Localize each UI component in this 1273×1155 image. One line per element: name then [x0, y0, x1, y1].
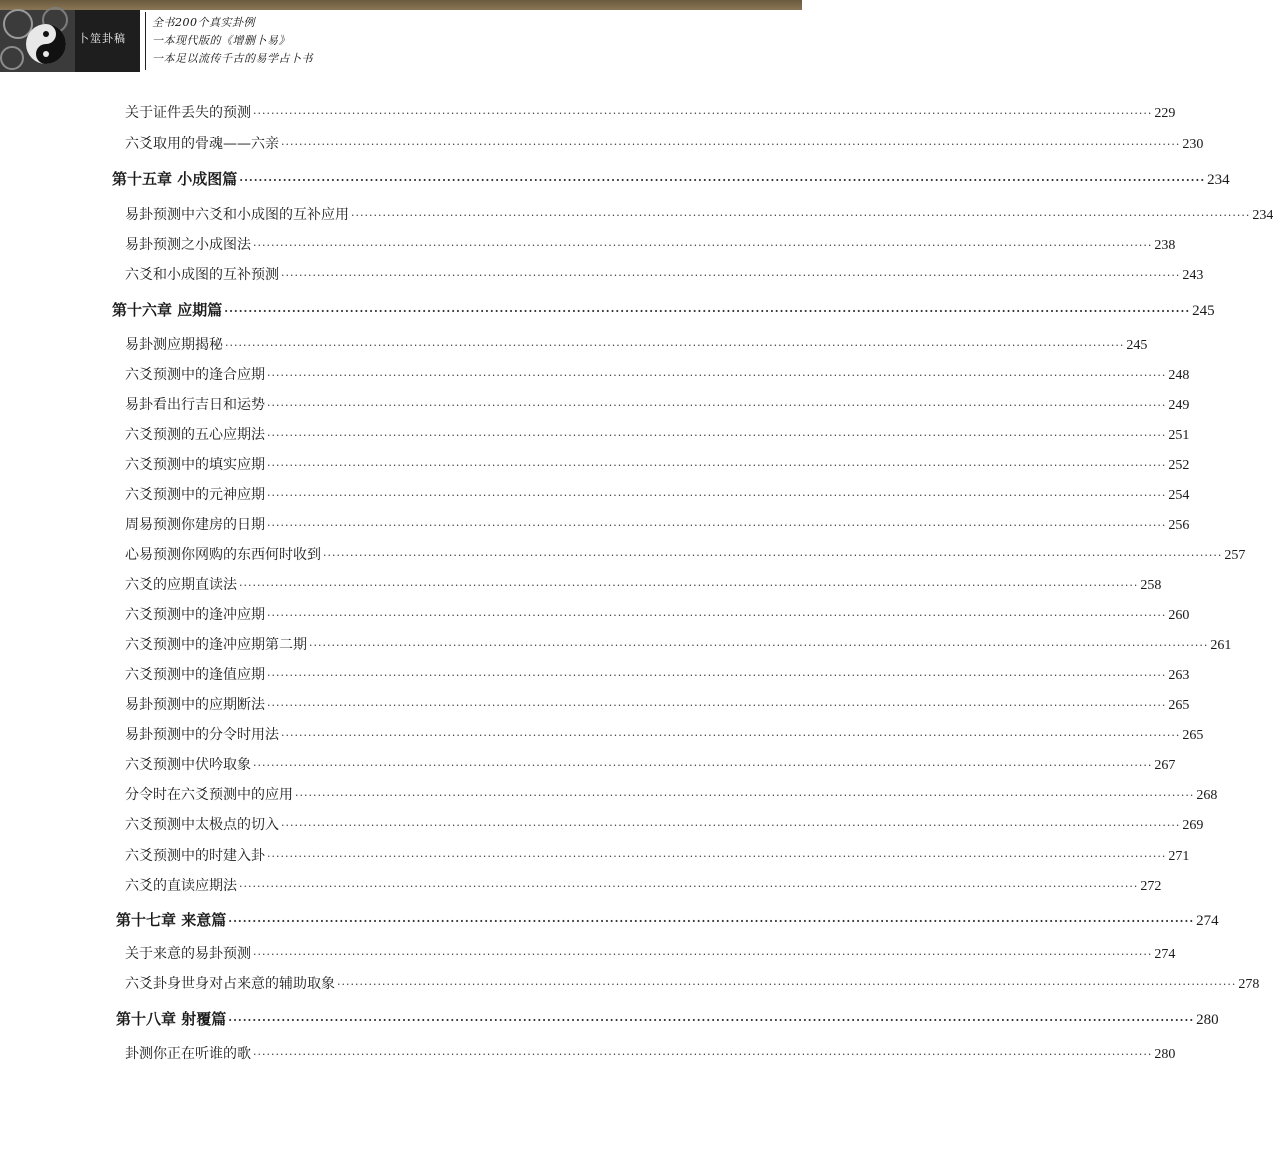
toc-entry-row[interactable]: [125, 394, 1190, 414]
toc-entry-row[interactable]: [125, 664, 1190, 684]
page-number: 238: [1154, 238, 1176, 253]
page-number: 245: [1192, 303, 1215, 319]
header-divider: [145, 12, 146, 70]
dot-leader: ········································································································································································································: [267, 669, 1167, 682]
entry-title: 六爻预测中的逢合应期: [125, 367, 265, 383]
page-number: 265: [1182, 728, 1204, 743]
toc-chapter-row[interactable]: [112, 299, 1215, 320]
toc-entry-row[interactable]: [125, 1043, 1176, 1063]
entry-title: 六爻预测的五心应期法: [125, 427, 265, 443]
entry-title: 关于来意的易卦预测: [125, 946, 251, 962]
dot-leader: ········································································································································································································: [351, 209, 1251, 222]
chapter-title: 第十七章 来意篇: [116, 911, 227, 929]
dot-leader: ········································································································································································································: [225, 339, 1125, 352]
tagline-2: 一本现代版的《增删卜易》: [152, 34, 290, 47]
entry-title: 分令时在六爻预测中的应用: [125, 787, 293, 803]
page-number: 252: [1168, 458, 1190, 473]
toc-entry-row[interactable]: [125, 724, 1204, 744]
chapter-title: 第十六章 应期篇: [112, 301, 223, 319]
entry-title: 六爻预测中太极点的切入: [125, 817, 279, 833]
page-number: 251: [1168, 428, 1190, 443]
entry-title: 易卦预测之小成图法: [125, 237, 251, 253]
dot-leader: ········································································································································································································: [267, 609, 1167, 622]
entry-title: 六爻预测中伏吟取象: [125, 757, 251, 773]
logo-banner: [0, 10, 140, 72]
toc-entry-row[interactable]: [125, 424, 1190, 444]
chapter-title: 第十八章 射覆篇: [116, 1010, 227, 1028]
page-number: 272: [1140, 879, 1162, 894]
dot-leader: ········································································································································································································: [281, 729, 1181, 742]
dot-leader: ········································································································································································································: [267, 489, 1167, 502]
page-number: 278: [1238, 977, 1260, 992]
toc-entry-row[interactable]: [125, 514, 1190, 534]
entry-title: 六爻预测中的元神应期: [125, 487, 265, 503]
dot-leader: ········································································································································································································: [281, 819, 1181, 832]
toc-entry-row[interactable]: [125, 875, 1162, 895]
dot-leader: ········································································································································································································: [337, 978, 1237, 991]
toc-entry-row[interactable]: [125, 845, 1190, 865]
toc-entry-row[interactable]: [125, 973, 1260, 993]
entry-title: 六爻预测中的逢值应期: [125, 667, 265, 683]
logo-text: 卜筮卦稿: [78, 32, 126, 45]
toc-entry-row[interactable]: [125, 574, 1162, 594]
page-number: 269: [1182, 818, 1204, 833]
page-number: 265: [1168, 698, 1190, 713]
entry-title: 易卦测应期揭秘: [125, 337, 223, 353]
page-number: 249: [1168, 398, 1190, 413]
tagline-1: 全书200个真实卦例: [152, 16, 255, 29]
page-number: 267: [1154, 758, 1176, 773]
dot-leader: ········································································································································································································: [228, 915, 1195, 928]
dot-leader: ········································································································································································································: [295, 789, 1195, 802]
dot-leader: ········································································································································································································: [239, 880, 1139, 893]
page-number: 260: [1168, 608, 1190, 623]
dot-leader: ········································································································································································································: [267, 399, 1167, 412]
page-number: 280: [1196, 1012, 1219, 1028]
page-number: 254: [1168, 488, 1190, 503]
entry-title: 心易预测你网购的东西何时收到: [125, 547, 321, 563]
toc-entry-row[interactable]: [125, 264, 1204, 284]
dot-leader: ········································································································································································································: [267, 459, 1167, 472]
dot-leader: ········································································································································································································: [281, 138, 1181, 151]
dot-leader: ········································································································································································································: [239, 579, 1139, 592]
dot-leader: ········································································································································································································: [253, 107, 1153, 120]
page-number: 234: [1252, 208, 1273, 223]
page-number: 243: [1182, 268, 1204, 283]
page-number: 280: [1154, 1047, 1176, 1062]
page-number: 258: [1140, 578, 1162, 593]
dot-leader: ········································································································································································································: [239, 174, 1206, 187]
entry-title: 周易预测你建房的日期: [125, 517, 265, 533]
dot-leader: ········································································································································································································: [253, 239, 1153, 252]
toc-entry-row[interactable]: [125, 634, 1232, 654]
dot-leader: ········································································································································································································: [309, 639, 1209, 652]
page-number: 256: [1168, 518, 1190, 533]
toc-entry-row[interactable]: [125, 102, 1176, 122]
dot-leader: ········································································································································································································: [253, 1048, 1153, 1061]
dot-leader: ········································································································································································································: [267, 429, 1167, 442]
entry-title: 六爻的直读应期法: [125, 878, 237, 894]
entry-title: 易卦看出行吉日和运势: [125, 397, 265, 413]
entry-title: 易卦预测中的应期断法: [125, 697, 265, 713]
toc-entry-row[interactable]: [125, 364, 1190, 384]
dot-leader: ········································································································································································································: [253, 759, 1153, 772]
dot-leader: ········································································································································································································: [267, 519, 1167, 532]
page-number: 248: [1168, 368, 1190, 383]
toc-entry-row[interactable]: [125, 814, 1204, 834]
dot-leader: ········································································································································································································: [267, 850, 1167, 863]
toc-chapter-row[interactable]: [112, 168, 1230, 189]
toc-entry-row[interactable]: [125, 204, 1273, 224]
toc-entry-row[interactable]: [125, 334, 1148, 354]
page-number: 234: [1207, 172, 1230, 188]
entry-title: 六爻预测中的填实应期: [125, 457, 265, 473]
entry-title: 关于证件丢失的预测: [125, 105, 251, 121]
dot-leader: ········································································································································································································: [323, 549, 1223, 562]
page-number: 263: [1168, 668, 1190, 683]
toc-entry-row[interactable]: [125, 604, 1190, 624]
entry-title: 六爻预测中的时建入卦: [125, 848, 265, 864]
dot-leader: ········································································································································································································: [253, 948, 1153, 961]
toc-chapter-row[interactable]: [116, 909, 1219, 930]
entry-title: 六爻预测中的逢冲应期第二期: [125, 637, 307, 653]
dot-leader: ········································································································································································································: [267, 369, 1167, 382]
page-number: 271: [1168, 849, 1190, 864]
page-number: 268: [1196, 788, 1218, 803]
entry-title: 卦测你正在听谁的歌: [125, 1046, 251, 1062]
page-number: 245: [1126, 338, 1148, 353]
toc-entry-row[interactable]: [125, 754, 1176, 774]
page-number: 274: [1196, 913, 1219, 929]
toc-entry-row[interactable]: [125, 133, 1204, 153]
entry-title: 六爻取用的骨魂——六亲: [125, 136, 279, 152]
dot-leader: ········································································································································································································: [224, 305, 1191, 318]
entry-title: 六爻卦身世身对占来意的辅助取象: [125, 976, 335, 992]
entry-title: 六爻的应期直读法: [125, 577, 237, 593]
page-number: 229: [1154, 106, 1176, 121]
entry-title: 六爻预测中的逢冲应期: [125, 607, 265, 623]
page-number: 274: [1154, 947, 1176, 962]
dot-leader: ········································································································································································································: [267, 699, 1167, 712]
toc-entry-row[interactable]: [125, 694, 1190, 714]
dot-leader: ········································································································································································································: [281, 269, 1181, 282]
toc-entry-row[interactable]: [125, 484, 1190, 504]
toc-entry-row[interactable]: [125, 234, 1176, 254]
toc-chapter-row[interactable]: [116, 1008, 1219, 1029]
toc-entry-row[interactable]: [125, 943, 1176, 963]
entry-title: 易卦预测中六爻和小成图的互补应用: [125, 207, 349, 223]
tagline-3: 一本足以流传千古的易学占卜书: [152, 52, 313, 65]
toc-entry-row[interactable]: [125, 454, 1190, 474]
page-number: 230: [1182, 137, 1204, 152]
page-number: 261: [1210, 638, 1232, 653]
toc-entry-row[interactable]: [125, 544, 1246, 564]
toc-entry-row[interactable]: [125, 784, 1218, 804]
entry-title: 易卦预测中的分令时用法: [125, 727, 279, 743]
top-decor-bar: [0, 0, 802, 10]
dot-leader: ········································································································································································································: [228, 1014, 1195, 1027]
page-number: 257: [1224, 548, 1246, 563]
entry-title: 六爻和小成图的互补预测: [125, 267, 279, 283]
chapter-title: 第十五章 小成图篇: [112, 170, 238, 188]
